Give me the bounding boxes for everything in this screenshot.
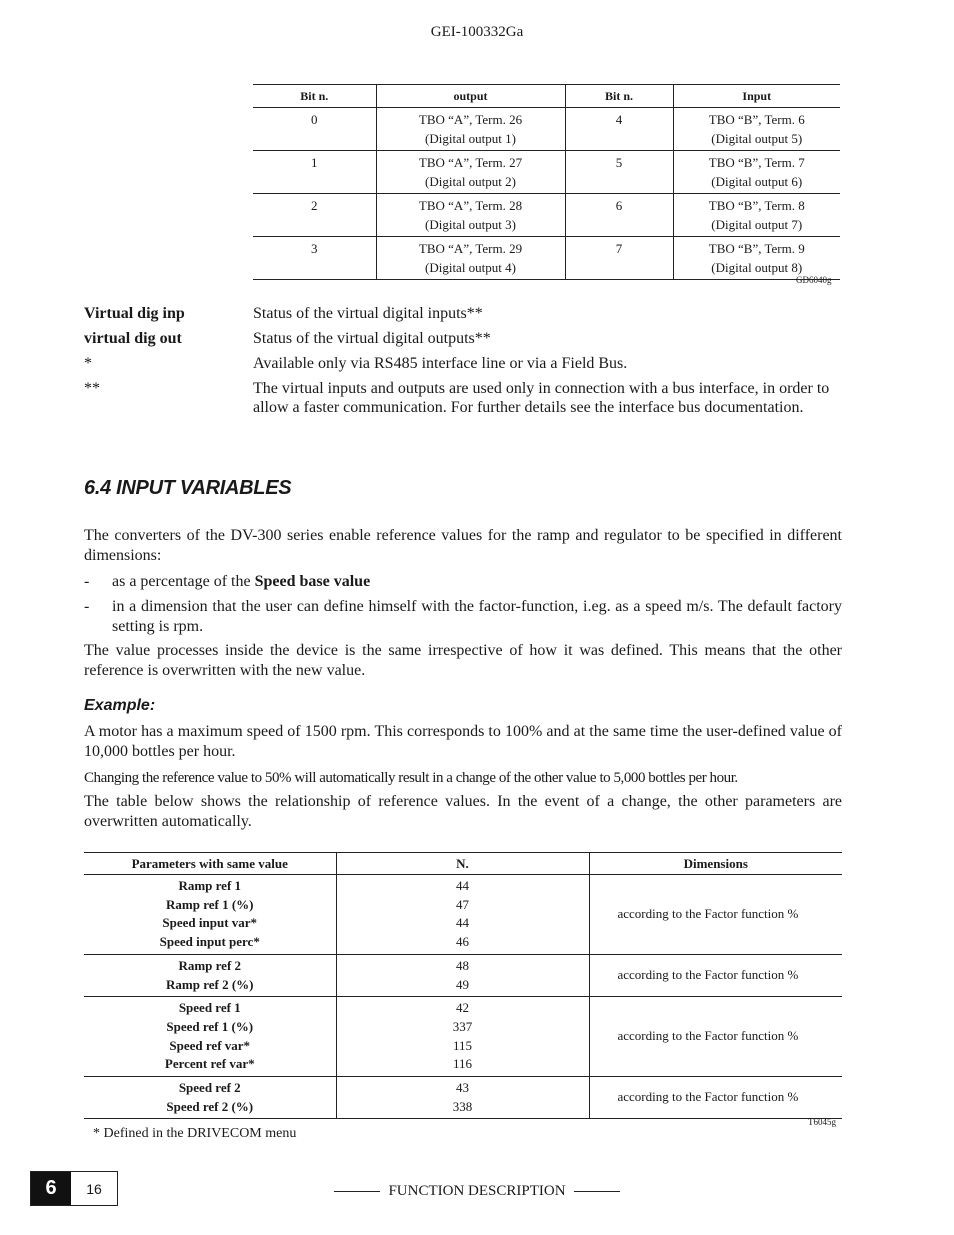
dimension-cell: according to the Factor function % — [589, 1077, 842, 1119]
definition-desc: Status of the virtual digital inputs** — [253, 305, 483, 322]
table-header-row — [84, 853, 842, 875]
table-row — [253, 237, 840, 280]
body-paragraph: The value processes inside the device is the same irrespective of how it was defined. This means that the other reference is overwritten with the new value. — [84, 642, 842, 679]
input-term: TBO “B”, Term. 9 — [708, 241, 805, 256]
footer-rule — [574, 1191, 620, 1192]
body-paragraph: The table below shows the relationship of reference values. In the event of a change, the other parameters are overwritten automatically. — [84, 793, 842, 830]
output-label: (Digital output 1) — [425, 131, 516, 146]
document-id: GEI-100332Ga — [430, 24, 524, 40]
footnote: * Defined in the DRIVECOM menu — [93, 1126, 297, 1141]
column-header: Bit n. — [253, 85, 376, 108]
figure-tag: T6045g — [808, 1117, 836, 1127]
section-title: 6.4 INPUT VARIABLES — [84, 477, 292, 499]
bullet-dash: - — [84, 573, 90, 590]
output-cell — [376, 237, 565, 280]
definition-term: virtual dig out — [84, 330, 182, 347]
output-term: TBO “A”, Term. 27 — [418, 155, 523, 170]
parameter-names: Ramp ref 1 Ramp ref 1 (%) Speed input var* Speed input perc* — [84, 875, 336, 955]
list-item-text: in a dimension that the user can define himself with the factor-function, i.eg. as a speed m/s. The default factory setting is rpm. — [112, 598, 842, 635]
output-term: TBO “A”, Term. 28 — [418, 198, 523, 213]
parameter-numbers: 44 47 44 46 — [336, 875, 589, 955]
definition-desc: Status of the virtual digital outputs** — [253, 330, 491, 347]
parameter-numbers: 43 338 — [336, 1077, 589, 1119]
input-term: TBO “B”, Term. 6 — [708, 112, 805, 127]
parameter-numbers: 42 337 115 116 — [336, 997, 589, 1077]
definition-term: ** — [84, 380, 100, 397]
emphasis: Speed base value — [254, 573, 371, 590]
input-cell — [673, 151, 840, 194]
output-label: (Digital output 2) — [425, 174, 516, 189]
dimension-cell: according to the Factor function % — [589, 954, 842, 996]
table-row — [253, 194, 840, 237]
parameter-table — [84, 852, 842, 1119]
table-row — [84, 954, 842, 996]
input-cell — [673, 194, 840, 237]
input-cell — [673, 237, 840, 280]
input-label: (Digital output 7) — [711, 217, 803, 232]
parameter-names: Ramp ref 2 Ramp ref 2 (%) — [84, 954, 336, 996]
bit-assignment-table — [253, 84, 840, 280]
definition-desc: Available only via RS485 interface line or via a Field Bus. — [253, 355, 628, 372]
column-header: Input — [673, 85, 840, 108]
column-header: N. — [336, 853, 589, 875]
column-header: Dimensions — [589, 853, 842, 875]
definition-item — [84, 329, 844, 348]
bit-number: 5 — [565, 151, 673, 194]
input-cell — [673, 108, 840, 151]
definition-list — [84, 304, 844, 423]
bit-number: 3 — [253, 237, 376, 280]
footer-rule — [334, 1191, 380, 1192]
output-cell — [376, 151, 565, 194]
bit-number: 4 — [565, 108, 673, 151]
body-paragraph: A motor has a maximum speed of 1500 rpm. This corresponds to 100% and at the same time the user-defined value of 10,000 bottles per hour. — [84, 723, 842, 760]
output-label: (Digital output 4) — [425, 260, 516, 275]
column-header: Bit n. — [565, 85, 673, 108]
column-header: Parameters with same value — [84, 853, 336, 875]
list-item — [84, 597, 842, 637]
bit-number: 0 — [253, 108, 376, 151]
bit-number: 1 — [253, 151, 376, 194]
table-row — [84, 997, 842, 1077]
definition-item — [84, 354, 844, 373]
chapter-number: 6 — [31, 1172, 71, 1205]
input-term: TBO “B”, Term. 8 — [708, 198, 805, 213]
output-cell — [376, 108, 565, 151]
table-row — [253, 108, 840, 151]
input-term: TBO “B”, Term. 7 — [708, 155, 805, 170]
table-row — [253, 151, 840, 194]
intro-paragraph: The converters of the DV-300 series enable reference values for the ramp and regulator to be specified in different dimensions: — [84, 527, 842, 564]
footer — [0, 1183, 954, 1200]
bullet-dash: - — [84, 598, 90, 615]
input-label: (Digital output 6) — [711, 174, 803, 189]
bit-number: 7 — [565, 237, 673, 280]
definition-term: * — [84, 355, 92, 372]
dimension-cell: according to the Factor function % — [589, 997, 842, 1077]
bit-number: 2 — [253, 194, 376, 237]
output-term: TBO “A”, Term. 29 — [418, 241, 523, 256]
definition-item — [84, 304, 844, 323]
column-header: output — [376, 85, 565, 108]
table-row — [84, 1077, 842, 1119]
parameter-numbers: 48 49 — [336, 954, 589, 996]
parameter-names: Speed ref 2 Speed ref 2 (%) — [84, 1077, 336, 1119]
table-header-row — [253, 85, 840, 108]
page-number: 16 — [86, 1180, 102, 1197]
definition-item — [84, 379, 844, 417]
body-paragraph: Changing the reference value to 50% will automatically result in a change of the other value to 5,000 bottles per hour. — [84, 770, 738, 786]
definition-desc: The virtual inputs and outputs are used only in connection with a bus interface, in order to allow a faster communication. For further details see the interface bus documentation. — [253, 380, 830, 416]
bit-number: 6 — [565, 194, 673, 237]
list-item — [84, 572, 842, 592]
output-cell — [376, 194, 565, 237]
example-heading: Example: — [84, 697, 156, 714]
output-label: (Digital output 3) — [425, 217, 516, 232]
table-row — [84, 875, 842, 955]
list-item-text: as a percentage of the Speed base value — [112, 573, 371, 590]
input-label: (Digital output 5) — [711, 131, 803, 146]
dimension-cell: according to the Factor function % — [589, 875, 842, 955]
output-term: TBO “A”, Term. 26 — [418, 112, 523, 127]
input-label: (Digital output 8) — [711, 260, 803, 275]
parameter-names: Speed ref 1 Speed ref 1 (%) Speed ref var* Percent ref var* — [84, 997, 336, 1077]
footer-title: FUNCTION DESCRIPTION — [388, 1183, 566, 1199]
figure-tag: GD6040g — [796, 275, 832, 285]
definition-term: Virtual dig inp — [84, 305, 185, 322]
